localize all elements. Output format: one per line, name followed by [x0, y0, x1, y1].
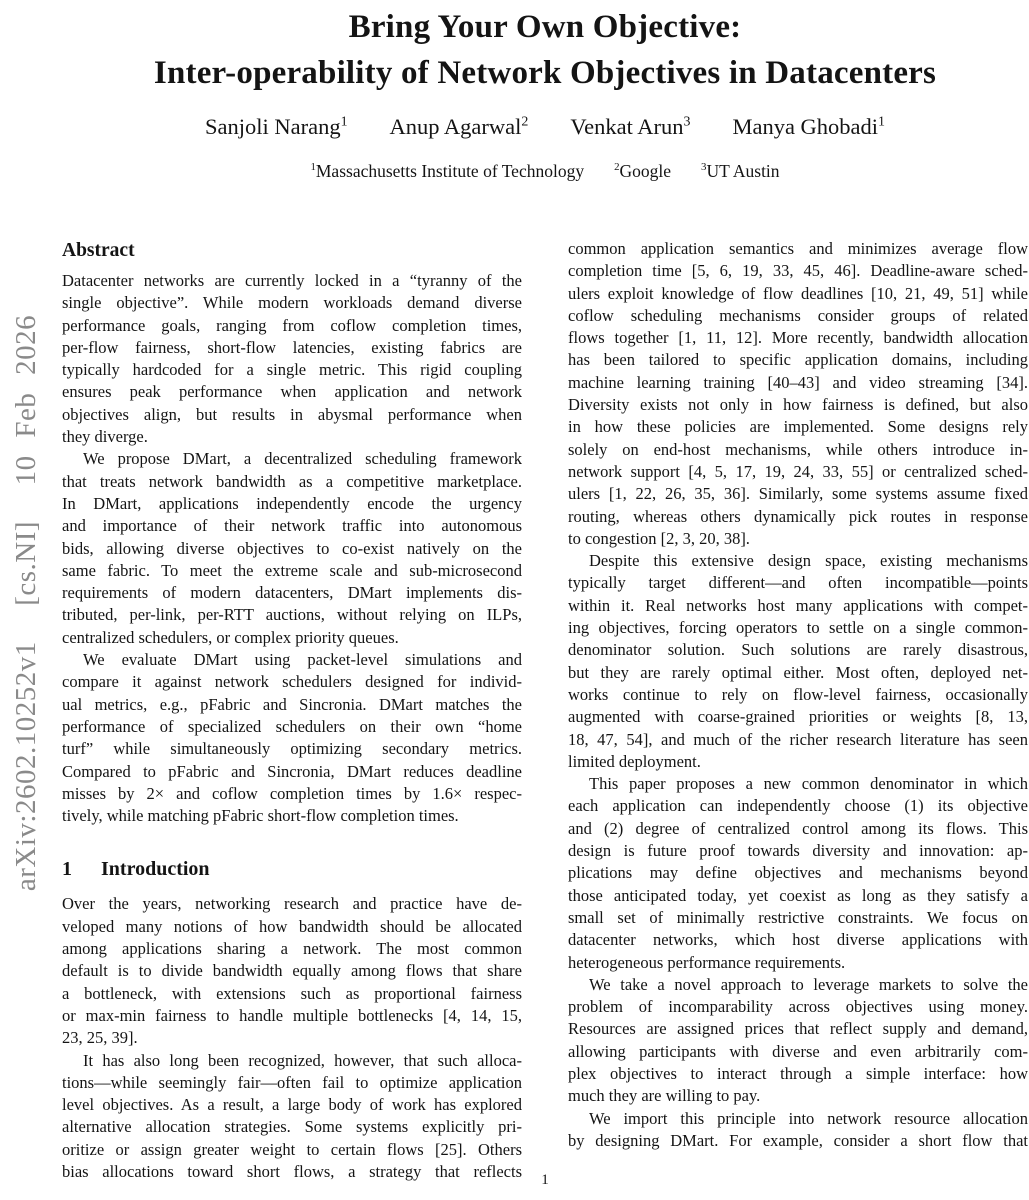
text-line: datacenter networks, which host diverse applications with	[568, 930, 1028, 950]
title-line-1: Bring Your Own Objective:	[348, 9, 742, 45]
text-line: augmented with coarse-grained priorities or weights [8, 13,	[568, 707, 1028, 727]
text-line: bids, allowing diverse objectives to co-exist natively on the	[62, 538, 522, 558]
section-title: Introduction	[101, 858, 210, 881]
text-line: problem of incomparability across objectives using money.	[568, 997, 1028, 1017]
text-line: We import this principle into network resource allocation	[589, 1108, 1028, 1128]
paragraph	[568, 1108, 1028, 1153]
author-name: Manya Ghobadi$^1$	[732, 114, 886, 139]
abstract-heading: Abstract	[62, 240, 135, 261]
text-line: performance goals, ranging from coflow completion times,	[62, 315, 522, 335]
paragraph	[568, 238, 1028, 550]
text-line: Despite this extensive design space, existing mechanisms	[589, 551, 1028, 571]
paragraph	[568, 773, 1028, 974]
paragraph	[62, 893, 522, 1049]
text-line: same fabric. To meet the extreme scale and sub-microsecond	[62, 560, 522, 580]
affiliation-mark: 1	[310, 161, 316, 174]
affiliation-mark: 2	[614, 161, 620, 174]
text-line: denominator solution. Such solutions are rarely disastrous,	[568, 640, 1028, 660]
text-line: objectives align, but results in abysmal performance when	[62, 404, 522, 424]
text-line: oritize or assign greater weight to certain flows [25]. Others	[62, 1139, 522, 1159]
text-line: 23, 25, 39].	[62, 1028, 138, 1048]
author-affiliation-mark: 3	[683, 114, 691, 130]
paper-header	[62, 0, 1028, 182]
author-name: Venkat Arun$^3$	[570, 114, 691, 139]
text-line: coflow scheduling mechanisms consider groups of related	[568, 305, 1028, 325]
text-line: tively, while matching pFabric short-flow completion times.	[62, 806, 459, 826]
text-line: plications may define objectives and mechanisms beyond	[568, 863, 1028, 883]
text-line: completion time [5, 6, 19, 33, 45, 46]. Deadline-aware sched-	[568, 261, 1028, 281]
text-line: centralized schedulers, or complex priority queues.	[62, 627, 399, 647]
text-line: ulers exploit knowledge of flow deadlines [10, 21, 49, 51] while	[568, 283, 1028, 303]
author-affiliation-mark: 2	[521, 114, 529, 130]
paper-title	[62, 4, 1028, 96]
text-line: ual metrics, e.g., pFabric and Sincronia. DMart matches the	[62, 694, 522, 714]
author-name: Sanjoli Narang$^1$	[204, 114, 348, 139]
text-line: that treats network bandwidth as a competitive marketplace.	[62, 471, 522, 491]
paragraph	[568, 550, 1028, 773]
text-line: or max-min fairness to handle multiple bottlenecks [4, 14, 15,	[62, 1005, 522, 1025]
affiliation-mark: 3	[701, 161, 707, 174]
paragraph	[62, 448, 522, 649]
text-line: but they are rarely optimal either. Most often, deployed net-	[568, 662, 1028, 682]
text-line: In DMart, applications independently encode the urgency	[62, 493, 522, 513]
text-line: within it. Real networks host many applications with compet-	[568, 595, 1028, 615]
text-line: among applications sharing a network. The most common	[62, 939, 522, 959]
text-line: requirements of modern datacenters, DMart implements dis-	[62, 583, 522, 603]
author-affiliation-mark: 1	[340, 114, 348, 130]
affiliation-entry: $^2$Google	[614, 161, 672, 181]
arxiv-watermark: arXiv:2602.10252v1 [cs.NI] 10 Feb 2026	[10, 314, 42, 892]
section-heading	[62, 856, 522, 882]
left-column	[62, 238, 522, 1183]
text-line: by designing DMart. For example, consider a short flow that	[568, 1130, 1028, 1150]
text-line: each application can independently choose (1) its objective	[568, 796, 1028, 816]
text-line: misses by 2× and coflow completion times by 1.6× respec-	[62, 783, 522, 803]
text-line: bias allocations toward short flows, a strategy that reflects	[62, 1161, 522, 1181]
paragraph	[62, 1050, 522, 1184]
text-line: Datacenter networks are currently locked in a “tyranny of the	[62, 271, 522, 290]
text-line: 18, 47, 54], and much of the richer research literature has seen	[568, 729, 1028, 749]
author-name: Anup Agarwal$^2$	[389, 114, 529, 139]
text-line: network support [4, 5, 17, 19, 24, 33, 55] or centralized sched-	[568, 461, 1028, 481]
paragraph	[62, 649, 522, 827]
text-line: turf” while simultaneously optimizing secondary metrics.	[62, 739, 522, 759]
text-line: This paper proposes a new common denominator in which	[589, 774, 1028, 794]
text-line: and importance of their network traffic into autonomous	[62, 516, 522, 536]
text-line: compare it against network schedulers designed for individ-	[62, 672, 522, 692]
text-line: per-flow fairness, short-flow latencies, existing fabrics are	[62, 337, 522, 357]
text-line: flows together [1, 11, 12]. More recently, bandwidth allocation	[568, 328, 1028, 348]
text-line: veloped many notions of how bandwidth should be allocated	[62, 916, 522, 936]
text-line: plex objectives to interact through a simple interface: how	[568, 1063, 1028, 1083]
affiliation-list	[62, 161, 1028, 182]
text-line: solely on end-host mechanisms, while others introduce in-	[568, 439, 1028, 459]
text-line: We take a novel approach to leverage markets to solve the	[589, 974, 1028, 994]
text-line: has been tailored to specific application domains, including	[568, 350, 1028, 370]
text-line: in how these policies are implemented. Some designs rely	[568, 417, 1028, 437]
two-column-body	[62, 238, 1028, 1183]
section-number: 1	[62, 858, 72, 881]
title-line-2: Inter-operability of Network Objectives in Datacenters	[153, 55, 937, 91]
text-line: they diverge.	[62, 427, 148, 447]
text-line: ulers [1, 22, 26, 35, 36]. Similarly, some systems assume fixed	[568, 484, 1028, 504]
text-line: heterogeneous performance requirements.	[568, 952, 846, 972]
text-line: and (2) degree of centralized control among its flows. This	[568, 818, 1028, 838]
text-line: to congestion [2, 3, 20, 38].	[568, 528, 750, 548]
text-line: alternative allocation strategies. Some systems explicitly pri-	[62, 1117, 522, 1137]
text-line: default is to divide bandwidth equally among flows that share	[62, 961, 522, 981]
text-line: allowing participants with diverse and even arbitrarily com-	[568, 1041, 1028, 1061]
text-line: performance of specialized schedulers on their own “home	[62, 716, 522, 736]
text-line: limited deployment.	[568, 751, 701, 771]
text-line: single objective”. While modern workloads demand diverse	[62, 293, 522, 313]
text-line: those anticipated today, yet coexist as long as they satisfy a	[568, 885, 1028, 905]
text-line: ensures peak performance when application and network	[62, 382, 522, 402]
text-line: works continue to rely on flow-level fairness, occasionally	[568, 684, 1028, 704]
text-line: typically target different—and often incompatible—points	[568, 573, 1028, 593]
text-line: much they are willing to pay.	[568, 1086, 761, 1106]
text-line: routing, whereas others dynamically pick routes in response	[568, 506, 1028, 526]
text-line: Over the years, networking research and practice have de-	[62, 894, 522, 914]
text-line: Compared to pFabric and Sincronia, DMart reduces deadline	[62, 761, 522, 781]
text-line: common application semantics and minimizes average flow	[568, 239, 1028, 258]
affiliation-entry: $^1$Massachusetts Institute of Technology	[310, 161, 585, 181]
text-line: a bottleneck, with extensions such as proportional fairness	[62, 983, 522, 1003]
author-affiliation-mark: 1	[878, 114, 886, 130]
text-line: typically hardcoded for a single metric. This rigid coupling	[62, 360, 522, 380]
text-line: ing objectives, forcing operators to settle on a single common-	[568, 618, 1028, 638]
text-line: Resources are assigned prices that reflect supply and demand,	[568, 1019, 1028, 1039]
affiliation-entry: $^3$UT Austin	[701, 161, 780, 181]
right-column	[568, 238, 1028, 1183]
text-line: small set of minimally restrictive constraints. We focus on	[568, 907, 1028, 927]
text-line: level objectives. As a result, a large body of work has explored	[62, 1095, 522, 1115]
text-line: Diversity exists not only in how fairness is defined, but also	[568, 395, 1028, 415]
paragraph	[62, 270, 522, 448]
text-line: We evaluate DMart using packet-level simulations and	[83, 650, 522, 670]
text-line: tions—while seemingly fair—often fail to optimize application	[62, 1072, 522, 1092]
text-line: It has also long been recognized, however, that such alloca-	[83, 1050, 522, 1070]
page-number: 1	[541, 1172, 549, 1188]
author-list	[62, 114, 1028, 140]
text-line: tributed, per-link, per-RTT auctions, without relying on ILPs,	[62, 605, 522, 625]
text-line: design is future proof towards diversity and innovation: ap-	[568, 841, 1028, 861]
text-line: machine learning training [40–43] and video streaming [34].	[568, 372, 1028, 392]
paragraph	[568, 974, 1028, 1108]
text-line: We propose DMart, a decentralized scheduling framework	[83, 449, 522, 469]
